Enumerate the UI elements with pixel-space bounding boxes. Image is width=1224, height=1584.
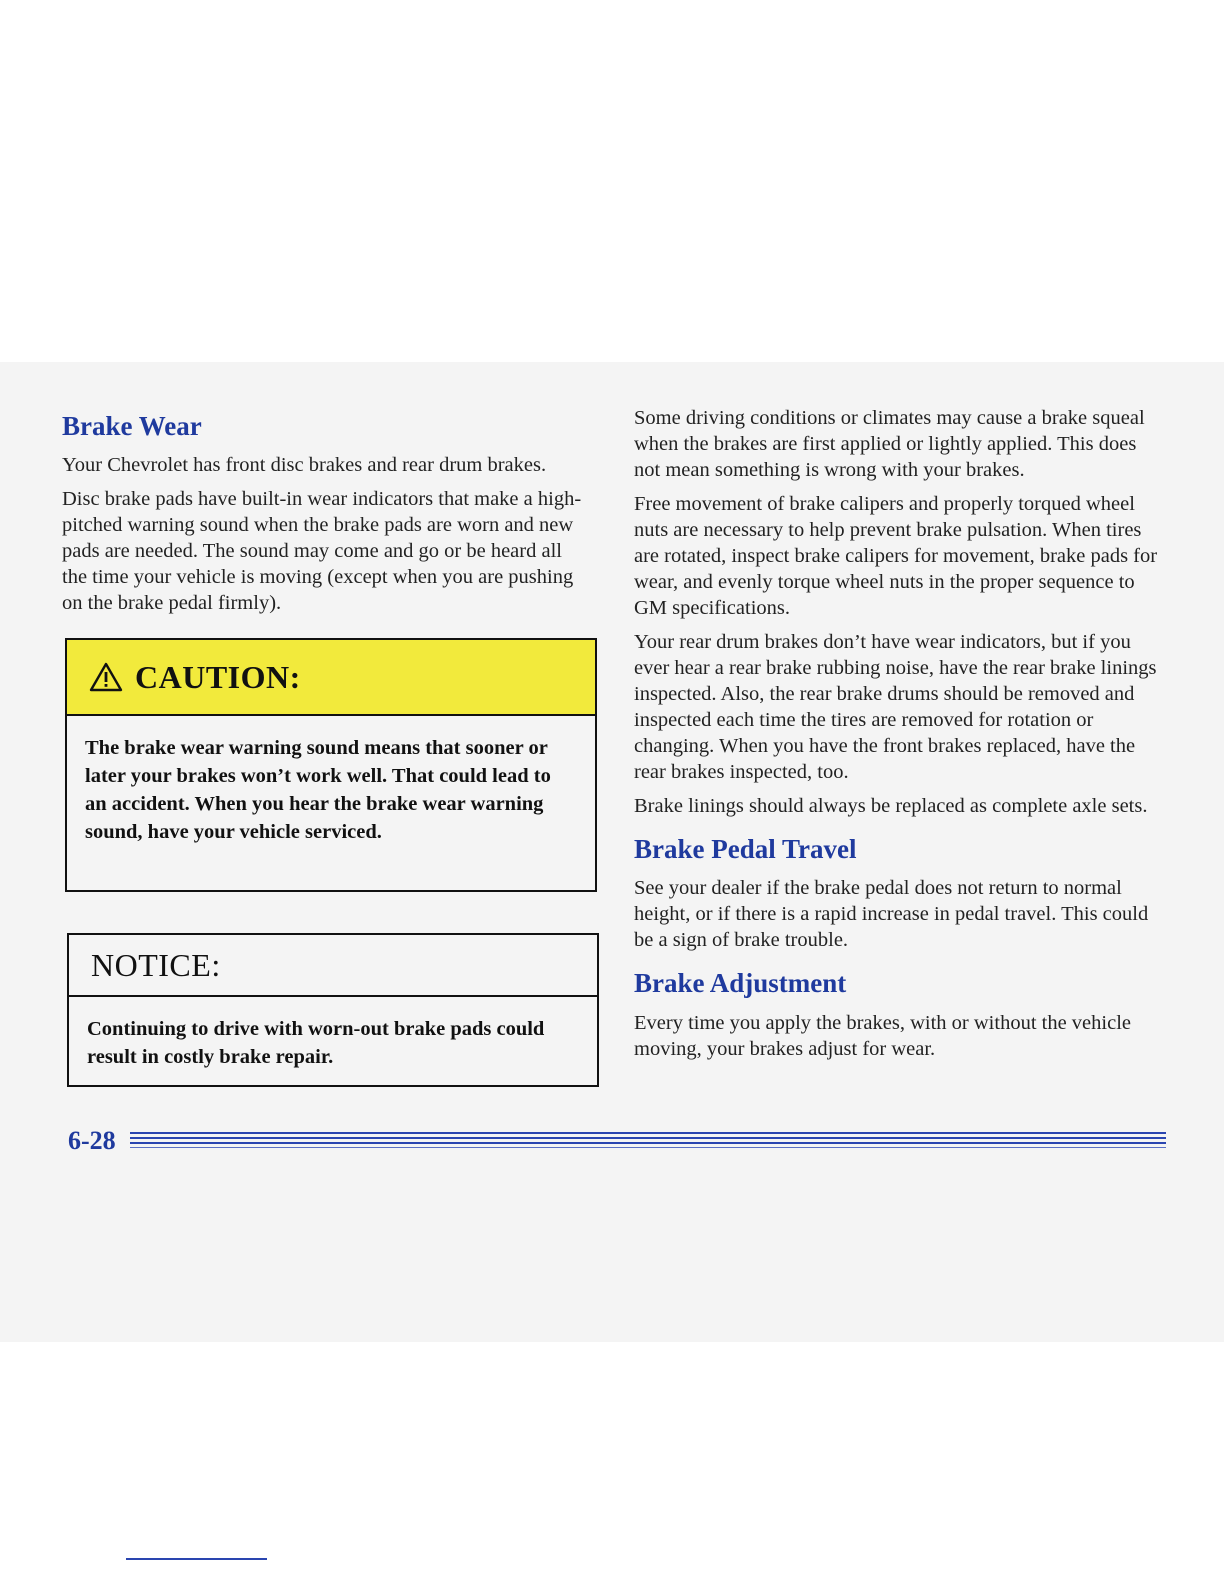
caution-box	[65, 638, 597, 892]
brake-calipers-paragraph: Free movement of brake calipers and properly torqued wheel nuts are necessary to help prevent brake pulsation. When tires are rotated, inspect brake calipers for movement, brake pads for wear, and evenly torque wheel nuts in the proper sequence to GM specifications.	[634, 493, 1158, 619]
notice-text: Continuing to drive with worn-out brake pads could result in costly brake repair.	[87, 1018, 545, 1068]
left-column	[62, 410, 592, 624]
brake-squeal-paragraph: Some driving conditions or climates may cause a brake squeal when the brakes are first applied or lightly applied. This does not mean something is wrong with your brakes.	[634, 407, 1145, 481]
warning-triangle-icon	[89, 661, 123, 693]
page-number: 6-28	[68, 1126, 116, 1155]
caution-header	[67, 640, 595, 716]
notice-box	[67, 933, 599, 1087]
brake-wear-paragraph-2: Disc brake pads have built-in wear indicators that make a high-pitched warning sound when the brake pads are worn and new pads are needed. The sound may come and go or be heard all the time your vehicle is moving (except when you are pushing on the brake pedal firmly).	[62, 488, 582, 615]
right-column	[634, 405, 1164, 1070]
notice-title: NOTICE:	[91, 946, 221, 983]
caution-title: CAUTION:	[135, 658, 301, 695]
brake-wear-heading: Brake Wear	[62, 411, 202, 441]
brake-wear-paragraph-1: Your Chevrolet has front disc brakes and rear drum brakes.	[62, 454, 547, 477]
caution-text: The brake wear warning sound means that sooner or later your brakes won’t work well. That could lead to an accident. When you hear the brake wear warning sound, have your vehicle serviced.	[85, 737, 551, 843]
brake-adjustment-text: Every time you apply the brakes, with or without the vehicle moving, your brakes adjust for wear.	[634, 1011, 1131, 1060]
brake-adjustment-heading: Brake Adjustment	[634, 968, 847, 999]
rear-drum-brakes-paragraph: Your rear drum brakes don’t have wear indicators, but if you ever hear a rear brake rubbing noise, have the rear brake linings inspected. Also, the rear brake drums should be removed and inspected each time the tires are removed for rotation or changing. When you have the front brakes replaced, have the rear brakes inspected, too.	[634, 631, 1157, 783]
notice-header	[69, 935, 597, 997]
brake-linings-paragraph: Brake linings should always be replaced as complete axle sets.	[634, 795, 1148, 817]
bottom-rule	[126, 1558, 267, 1560]
brake-pedal-travel-text: See your dealer if the brake pedal does not return to normal height, or if there is a rapid increase in pedal travel. This could be a sign of brake trouble.	[634, 877, 1149, 952]
footer-rule	[130, 1132, 1166, 1152]
brake-pedal-travel-heading: Brake Pedal Travel	[634, 834, 857, 864]
